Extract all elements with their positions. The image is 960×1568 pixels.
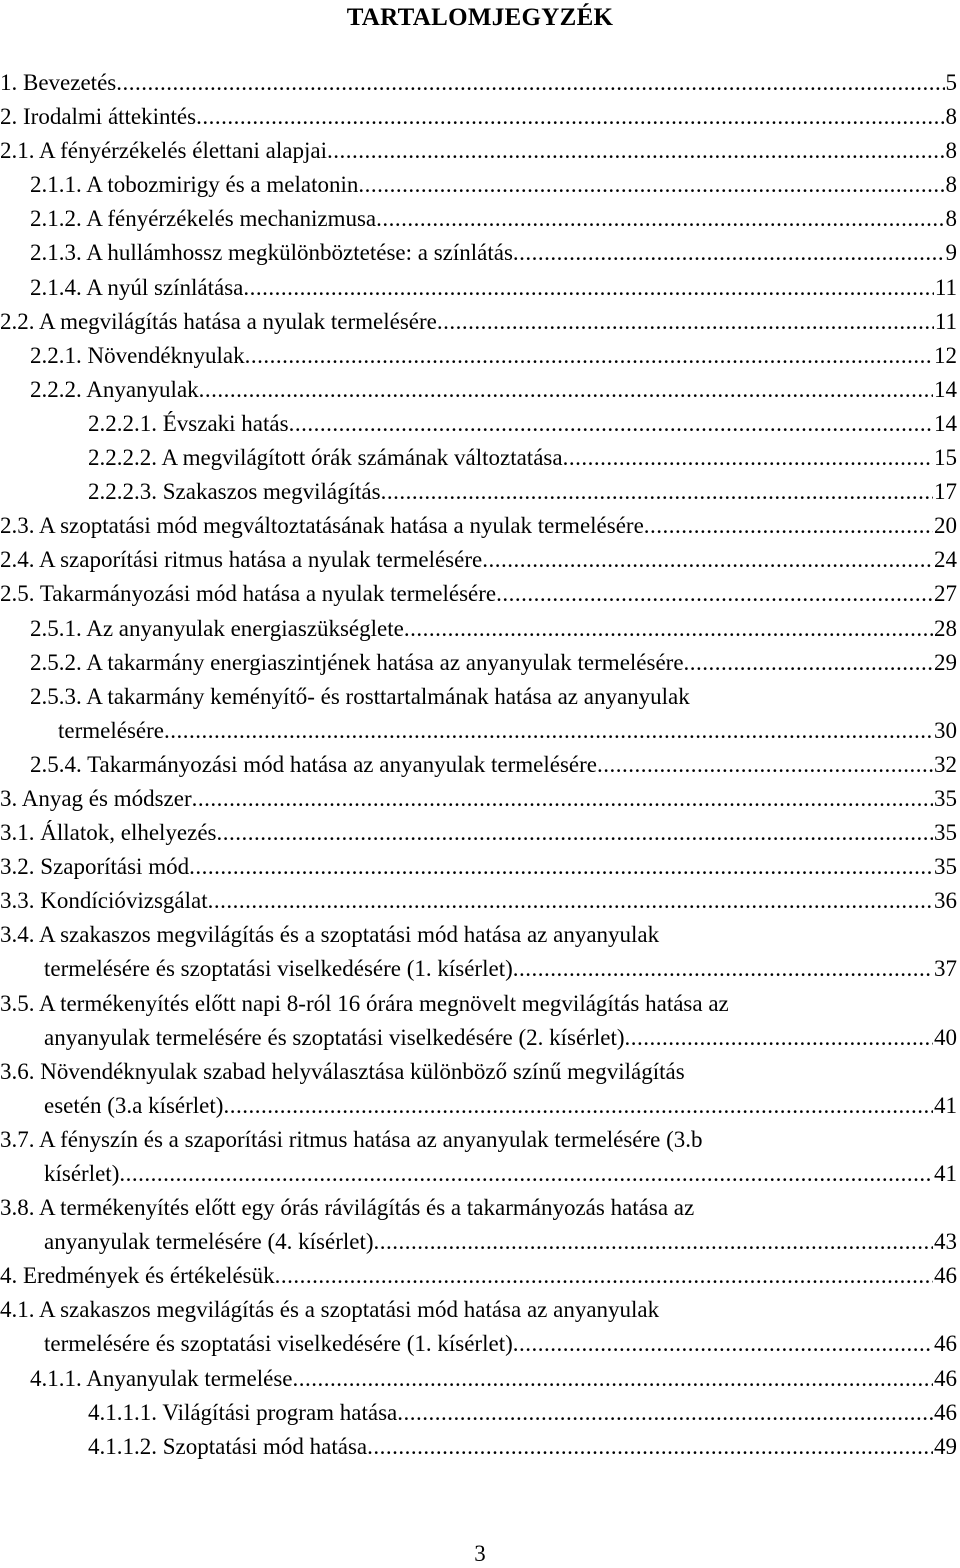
toc-entry-label: 3.6. Növendéknyulak szabad helyválasztása különböző színű megvilágítás: [0, 1058, 685, 1084]
toc-entry-label: 1. Bevezetés: [0, 70, 117, 95]
toc-entry-line2[interactable]: [0, 714, 960, 748]
toc-entry-page: 14: [934, 410, 957, 436]
toc-entry[interactable]: [0, 509, 960, 543]
toc-entry-label: 2.5. Takarmányozási mód hatása a nyulak termelésére: [0, 581, 497, 607]
toc-entry[interactable]: [0, 339, 960, 373]
toc-entry-label: 2. Irodalmi áttekintés: [0, 104, 197, 130]
toc-entry[interactable]: [0, 646, 960, 680]
toc-entry[interactable]: [0, 884, 960, 918]
toc-entry-label: 2.2.2.1. Évszaki hatás: [88, 410, 289, 436]
toc-entry-label-continued: esetén (3.a kísérlet): [44, 1092, 224, 1118]
toc-entry-page: 46: [934, 1331, 957, 1357]
toc-dot-leader: [192, 782, 933, 816]
toc-entry-label: 3. Anyag és módszer: [0, 785, 192, 811]
toc-entry-page: 36: [934, 888, 957, 914]
toc-entry-page: 27: [934, 581, 957, 607]
toc-entry-label: 4.1.1. Anyanyulak termelése: [30, 1365, 293, 1391]
toc-entry-line2[interactable]: [0, 1225, 960, 1259]
toc-entry-label: 2.2.1. Növendéknyulak: [30, 342, 245, 368]
toc-entry-label-continued: anyanyulak termelésére (4. kísérlet): [44, 1229, 374, 1255]
toc-entry-page: 49: [934, 1433, 957, 1459]
toc-entry-line1[interactable]: [0, 1191, 960, 1225]
toc-entry[interactable]: [0, 748, 960, 782]
toc-dot-leader: [199, 373, 933, 407]
toc-entry-label: 2.5.1. Az anyanyulak energiaszükséglete: [30, 615, 404, 641]
toc-entry-label: 3.8. A termékenyítés előtt egy órás rávilágítás és a takarmányozás hatása az: [0, 1195, 695, 1221]
toc-dot-leader: [397, 1396, 933, 1430]
toc-entry-label: 4.1. A szakaszos megvilágítás és a szoptatási mód hatása az anyanyulak: [0, 1297, 660, 1323]
toc-entry-label: 2.5.2. A takarmány energiaszintjének hatása az anyanyulak termelésére: [30, 649, 684, 675]
toc-dot-leader: [597, 748, 933, 782]
toc-entry-page: 46: [934, 1399, 957, 1425]
toc-entry[interactable]: [0, 407, 960, 441]
toc-entry-line2[interactable]: [0, 1157, 960, 1191]
toc-entry-label-continued: termelésére és szoptatási viselkedésére (1. kísérlet): [44, 956, 513, 982]
toc-entry-page: 20: [934, 513, 957, 539]
toc-entry-line2[interactable]: [0, 1021, 960, 1055]
toc-dot-leader: [437, 305, 934, 339]
toc-entry-page: 35: [934, 854, 957, 880]
toc-dot-leader: [217, 816, 933, 850]
toc-entry-label: 2.2. A megvilágítás hatása a nyulak termelésére: [0, 308, 437, 334]
toc-entry[interactable]: [0, 305, 960, 339]
toc-entry-page: 41: [934, 1161, 957, 1186]
toc-entry-label: 3.7. A fényszín és a szaporítási ritmus hatása az anyanyulak termelésére (3.b: [0, 1126, 703, 1152]
toc-entry-page: 17: [934, 479, 957, 505]
toc-entry-line1[interactable]: [0, 1293, 960, 1327]
toc-dot-leader: [513, 1327, 933, 1361]
toc-entry-label: 2.1.3. A hullámhossz megkülönböztetése: a színlátás: [30, 240, 513, 266]
toc-entry-page: 11: [934, 274, 957, 300]
toc-entry-label: 3.4. A szakaszos megvilágítás és a szoptatási mód hatása az anyanyulak: [0, 922, 660, 948]
toc-dot-leader: [625, 1021, 933, 1055]
toc-dot-leader: [404, 612, 933, 646]
toc-entry[interactable]: [0, 236, 960, 270]
toc-dot-leader: [208, 884, 933, 918]
toc-entry-page: 8: [945, 206, 957, 232]
toc-entry[interactable]: [0, 782, 960, 816]
toc-entry-line1[interactable]: [0, 918, 960, 952]
toc-entry-page: 12: [934, 342, 957, 368]
toc-entry[interactable]: [0, 202, 960, 236]
toc-entry-page: 43: [934, 1229, 957, 1255]
toc-entry[interactable]: [0, 168, 960, 202]
toc-dot-leader: [243, 271, 933, 305]
toc-entry-line1[interactable]: [0, 1123, 960, 1157]
toc-dot-leader: [293, 1362, 933, 1396]
toc-entry-label-continued: termelésére: [58, 717, 164, 743]
toc-entry[interactable]: [0, 100, 960, 134]
toc-entry[interactable]: [0, 543, 960, 577]
toc-entry-page: 35: [934, 820, 957, 846]
toc-entry-label: 3.2. Szaporítási mód: [0, 854, 190, 880]
toc-entry-line1[interactable]: [0, 987, 960, 1021]
toc-entry[interactable]: [0, 850, 960, 884]
toc-entry-label: 2.1. A fényérzékelés élettani alapjai: [0, 138, 327, 164]
toc-entry-page: 46: [934, 1365, 957, 1391]
toc-entry[interactable]: [0, 1430, 960, 1464]
toc-dot-leader: [513, 236, 945, 270]
toc-entry-label: 3.5. A termékenyítés előtt napi 8-ról 16 órára megnövelt megvilágítás hatása az: [0, 990, 729, 1016]
toc-entry-line2[interactable]: [0, 1089, 960, 1123]
toc-dot-leader: [119, 1157, 933, 1191]
toc-entry[interactable]: [0, 1396, 960, 1430]
toc-entry[interactable]: [0, 577, 960, 611]
toc-entry-label: 3.3. Kondícióvizsgálat: [0, 888, 208, 914]
toc-dot-leader: [513, 952, 933, 986]
toc-dot-leader: [367, 1430, 933, 1464]
toc-dot-leader: [327, 134, 945, 168]
toc-entry-page: 14: [934, 376, 957, 402]
toc-dot-leader: [196, 100, 944, 134]
toc-entry-label-continued: termelésére és szoptatási viselkedésére (1. kísérlet): [44, 1331, 513, 1357]
toc-entry-page: 29: [934, 649, 957, 675]
toc-entry[interactable]: [0, 441, 960, 475]
toc-entry[interactable]: [0, 271, 960, 305]
toc-entry-line1[interactable]: [0, 1055, 960, 1089]
toc-entry-label-continued: anyanyulak termelésére és szoptatási viselkedésére (2. kísérlet): [44, 1024, 625, 1050]
toc-entry-label: 2.2.2.2. A megvilágított órák számának változtatása: [88, 445, 563, 471]
toc-entry[interactable]: [0, 134, 960, 168]
toc-dot-leader: [189, 850, 933, 884]
toc-entry-page: 40: [934, 1024, 957, 1050]
toc-entry[interactable]: [0, 612, 960, 646]
toc-dot-leader: [563, 441, 933, 475]
toc-entry-label: 2.1.4. A nyúl színlátása: [30, 274, 244, 300]
toc-dot-leader: [275, 1259, 933, 1293]
toc-entry-label: 2.5.4. Takarmányozási mód hatása az anyanyulak termelésére: [30, 751, 597, 777]
toc-entry-label: 4.1.1.1. Világítási program hatása: [88, 1399, 398, 1425]
toc-entry-label: 2.2.2.3. Szakaszos megvilágítás: [88, 479, 381, 505]
toc-entry[interactable]: [0, 373, 960, 407]
toc-entry-line2[interactable]: [0, 952, 960, 986]
toc-entry-label: 3.1. Állatok, elhelyezés: [0, 820, 217, 846]
toc-dot-leader: [223, 1089, 933, 1123]
toc-entry-label: 4. Eredmények és értékelésük: [0, 1263, 275, 1289]
toc-entry-line2[interactable]: [0, 1327, 960, 1361]
toc-dot-leader: [376, 202, 944, 236]
toc-entry-label: 2.1.2. A fényérzékelés mechanizmusa: [30, 206, 377, 232]
toc-entry[interactable]: [0, 1362, 960, 1396]
page-title: TARTALOMJEGYZÉK: [346, 4, 614, 31]
toc-entry-page: 28: [934, 615, 957, 641]
toc-entry[interactable]: [0, 475, 960, 509]
toc-entry[interactable]: [0, 816, 960, 850]
toc-entry-label-continued: kísérlet): [44, 1161, 120, 1186]
toc-dot-leader: [289, 407, 933, 441]
toc-entry-label: 4.1.1.2. Szoptatási mód hatása: [88, 1433, 368, 1459]
toc-entry[interactable]: [0, 66, 960, 100]
toc-entry-page: 8: [945, 172, 957, 198]
toc-entry-page: 8: [945, 138, 957, 164]
toc-entry-page: 41: [934, 1092, 957, 1118]
toc-entry-page: 24: [934, 547, 957, 573]
toc-dot-leader: [374, 1225, 933, 1259]
toc-entry-page: 37: [934, 956, 957, 982]
toc-dot-leader: [482, 543, 933, 577]
toc-dot-leader: [381, 475, 933, 509]
toc-entry-page: 32: [934, 751, 957, 777]
toc-entry-page: 35: [934, 785, 957, 811]
toc-entry-page: 30: [934, 717, 957, 743]
toc-dot-leader: [164, 714, 933, 748]
toc-dot-leader: [116, 66, 944, 100]
toc-entry-label: 2.5.3. A takarmány keményítő- és rosttartalmának hatása az anyanyulak: [30, 683, 690, 709]
toc-dot-leader: [245, 339, 933, 373]
toc-entry-page: 46: [934, 1263, 957, 1289]
toc-dot-leader: [684, 646, 933, 680]
page-number: 3: [474, 1541, 486, 1566]
toc-entry-page: 9: [945, 240, 957, 266]
toc-dot-leader: [358, 168, 944, 202]
toc-entry-page: 11: [934, 308, 957, 334]
toc-entry-line1[interactable]: [0, 680, 960, 714]
toc-entry-label: 2.3. A szoptatási mód megváltoztatásának hatása a nyulak termelésére: [0, 513, 644, 539]
toc-entry[interactable]: [0, 1259, 960, 1293]
toc-dot-leader: [496, 577, 933, 611]
toc-entry-label: 2.1.1. A tobozmirigy és a melatonin: [30, 172, 359, 198]
toc-entry-label: 2.4. A szaporítási ritmus hatása a nyulak termelésére: [0, 547, 483, 573]
toc-dot-leader: [644, 509, 933, 543]
table-of-contents: [0, 66, 960, 1464]
toc-entry-label: 2.2.2. Anyanyulak: [30, 376, 199, 402]
toc-entry-page: 5: [945, 70, 957, 95]
toc-entry-page: 15: [934, 445, 957, 471]
toc-entry-page: 8: [945, 104, 957, 130]
